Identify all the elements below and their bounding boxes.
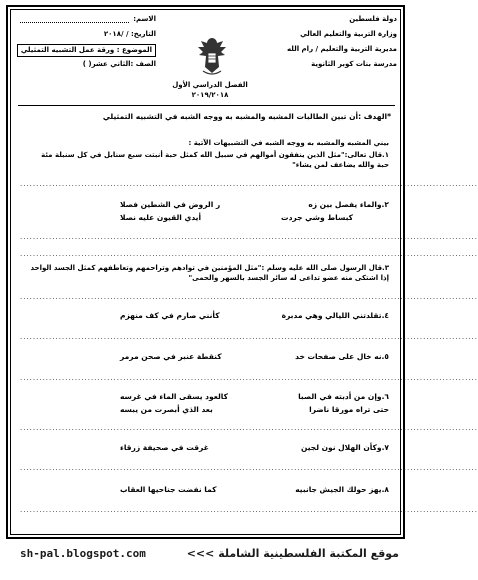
ministry-name: وزارة التربية والتعليم العالي — [300, 30, 397, 38]
answer-line: .............................................................................................................................................. — [20, 293, 478, 301]
answer-line: .............................................................................................................................................. — [20, 374, 478, 382]
footer-arrows: >>> — [186, 547, 215, 560]
question-1: ١.قال تعالى:"مثل الذين ينفقون أموالهم في سبيل الله كمثل حبة أنبتت سبع سنابل في كل سنبلة مئة حبة والله يضاعف لمن يشاء" — [41, 151, 389, 169]
answer-line: .............................................................................................................................................. — [20, 333, 478, 341]
subject-label: الموضوع : ورقة عمل التشبيه التمثيلي — [17, 44, 156, 57]
question-3: ٣.قال الرسول صلى الله عليه وسلم :"مثل المؤمنين في توادهم وتراحمهم وتعاطفهم كمثل الجسد الواحد إذا اشتكى منه عضو تداعى له سائر الجسد بالسهر والحمى" — [30, 264, 389, 282]
answer-line: .............................................................................................................................................. — [20, 424, 478, 432]
question-5-left: كنقطة عنبر في صحن مرمر — [120, 352, 222, 361]
school-year: ٢٠١٩/٢٠١٨ — [191, 91, 229, 99]
question-8-right: ٨.يهز حولك الجيش جانبيه — [295, 485, 389, 494]
school-name: مدرسة بنات كوبر الثانوية — [311, 60, 397, 68]
header-student-info — [16, 14, 156, 74]
name-label: الاسم: — [133, 15, 156, 23]
name-row — [16, 14, 156, 29]
subject-row — [16, 44, 156, 59]
question-6-line-2-left: بعد الذي أبصرت من يبسه — [120, 405, 213, 414]
question-2-line-1-left: ر الروض في الشطين فصلا — [120, 200, 221, 209]
name-line — [20, 14, 129, 23]
date-row — [16, 29, 156, 44]
footer — [0, 547, 413, 571]
footer-text: موقع المكتبة الفلسطينية الشاملة >>> — [186, 547, 399, 560]
state-name: دولة فلسطين — [349, 15, 397, 23]
question-5-right: ٥.نه خال على صفحات خد — [295, 352, 389, 361]
question-8-left: كما نفضت جناحيها العقاب — [120, 485, 217, 494]
question-2-line-1-right: ٢.والماء يفصل بين زه — [308, 200, 389, 209]
header-divider — [18, 105, 395, 106]
question-2-line-2-right: كبساط وشي جردت — [281, 213, 353, 222]
answer-line: .............................................................................................................................................. — [20, 180, 478, 188]
answer-line: .............................................................................................................................................. — [20, 464, 478, 472]
term-block — [170, 80, 250, 100]
answer-line: .............................................................................................................................................. — [20, 506, 478, 514]
question-6-line-1-left: كالعود يسقى الماء في غرسه — [120, 392, 228, 401]
question-2-line-2-left: أيدي القيون عليه نصلا — [120, 213, 202, 222]
question-4-left: كأنني صارم في كف منهزم — [120, 311, 220, 320]
answer-line: .............................................................................................................................................. — [20, 250, 478, 258]
term-label: الفصل الدراسي الأول — [172, 81, 248, 89]
date-label: التاريخ: / /٢٠١٨ — [103, 30, 156, 38]
instruction-text: بيني المشبه والمشبه به ووجه الشبه في التشبيهات الآتية : — [188, 139, 389, 147]
answer-line: .............................................................................................................................................. — [20, 233, 478, 241]
lesson-goal: *الهدف :أن تبين الطالبات المشبه والمشبه به ووجه الشبه في التشبيه التمثيلي — [102, 112, 391, 121]
palestine-emblem-icon — [195, 35, 229, 77]
class-row — [16, 59, 156, 74]
directorate-name: مديرية التربية والتعليم / رام الله — [286, 45, 397, 53]
question-4-right: ٤.تقلدتني الليالي وهي مدبرة — [281, 311, 389, 320]
question-7-left: غرقت في صحيفة زرقاء — [120, 443, 209, 452]
blog-url[interactable]: sh-pal.blogspot.com — [20, 547, 146, 560]
class-label: الصف :الثاني عشر( ) — [82, 60, 156, 68]
header-institution — [277, 14, 397, 74]
question-6-line-1-right: ٦.وإن من أدبته في الصبا — [298, 392, 389, 401]
question-6-line-2-right: حتى تراه مورقا ناضرا — [309, 405, 389, 414]
question-7-right: ٧.وكأن الهلال نون لجين — [301, 443, 389, 452]
